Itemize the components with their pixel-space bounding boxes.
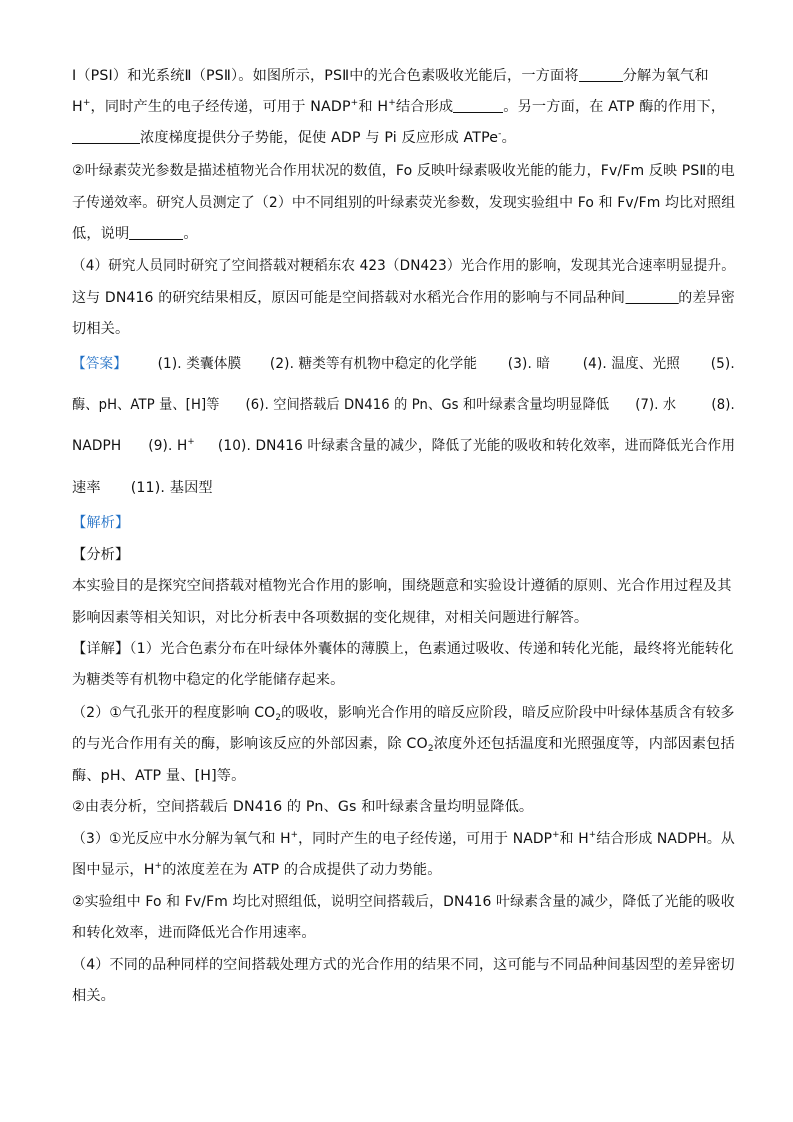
text-segment: 结合形成 NADPH。从 [596,831,735,847]
detail-line: （4）不同的品种同样的空间搭载处理方式的光合作用的结果不同，这可能与不同品种间基因型的差异密切 [72,957,735,973]
q4-line-2 [72,288,735,308]
answer-item: (6). 空间搭载后 DN416 的 Pn、Gs 和叶绿素含量均明显降低 [245,397,610,413]
answer-item: (2). 糖类等有机物中稳定的化学能 [269,356,478,372]
answer-line-1 [72,354,735,374]
answer-item: 酶、pH、ATP 量、[H]等 [72,397,220,413]
text-segment: ，同时产生的电子经传递，可用于 NADP [298,831,553,847]
q3-line-3 [72,128,516,148]
superscript: + [154,861,163,871]
analysis-label: 【解析】 [72,515,130,531]
text-segment: ，同时产生的电子经传递，可用于 NADP [90,99,351,115]
answer-item: (3). 暗 [507,356,551,372]
text-segment: （2）①气孔张开的程度影响 CO [72,705,276,721]
q3-line-1 [72,66,709,86]
detail-line: 酶、pH、ATP 量、[H]等。 [72,768,246,784]
detail-line [72,829,735,849]
blank-2 [453,98,503,113]
text-segment: 和 H [559,831,589,847]
q3-line-2 [72,97,725,117]
answer-label: 【答案】 [72,356,127,372]
detail-line: 和转化效率，进而降低光合作用速率。 [72,925,316,941]
text-segment: 的吸收，影响光合作用的暗反应阶段，暗反应阶段中叶绿体基质含有较多 [281,705,735,721]
text-segment: 这与 DN416 的研究结果相反，原因可能是空间搭载对水稻光合作用的影响与不同品种间 [72,290,626,306]
detail-line: ②由表分析，空间搭载后 DN416 的 Pn、Gs 和叶绿素含量均明显降低。 [72,799,534,815]
text-segment: 的浓度差在为 ATP 的合成提供了动力势能。 [162,862,442,878]
detail-line: ②实验组中 Fo 和 Fv/Fm 均比对照组低，说明空间搭载后，DN416 叶绿素含量的减少，降低了光能的吸收 [72,894,735,910]
answer-item: (8). [711,397,735,413]
answer-item: (11). 基因型 [130,480,213,496]
text-segment: 和 H [358,99,389,115]
answer-item: (10). DN416 叶绿素含量的减少，降低了光能的吸收和转化效率，进而降低光合作用 [217,438,736,454]
q3-line-6 [72,224,198,244]
text-segment: 分解为氧气和 [622,68,709,84]
answer-item: NADPH [72,438,122,454]
detail-line: 为糖类等有机物中稳定的化学能储存起来。 [72,672,345,688]
superscript: + [388,98,396,108]
fenxi-label: 【分析】 [72,547,130,563]
detail-line: 【详解】（1）光合色素分布在叶绿体外囊体的薄膜上，色素通过吸收、传递和转化光能，最终将光能转化 [72,641,734,657]
text-segment: 。 [183,226,198,242]
detail-line: 相关。 [72,988,116,1004]
blank-3 [72,129,140,144]
answer-item: (9). H [148,438,188,454]
superscript: + [187,437,195,447]
detail-line [72,734,735,754]
q3-line-5: 子传递效率。研究人员测定了（2）中不同组别的叶绿素荧光参数，发现实验组中 Fo 和 Fv/Fm 均比对照组 [72,195,736,211]
text-segment: H [72,99,83,115]
text-segment: 的差异密 [678,290,735,306]
answer-item: (4). 温度、光照 [582,356,681,372]
text-segment: 。另一方面，在 ATP 酶的作用下， [503,99,726,115]
text-segment: （3）①光反应中水分解为氧气和 H [72,831,291,847]
analysis-line: 影响因素等相关知识，对比分析表中各项数据的变化规律，对相关问题进行解答。 [72,610,589,626]
q3-line-4: ②叶绿素荧光参数是描述植物光合作用状况的数值，Fo 反映叶绿素吸收光能的能力，Fv/Fm 反映 PSⅡ的电 [72,163,735,179]
detail-line [72,860,442,880]
analysis-line: 本实验目的是探究空间搭载对植物光合作用的影响，围绕题意和实验设计遵循的原则、光合作用过程及其 [72,578,732,594]
blank-1 [579,67,623,82]
subscript: 2 [275,713,282,723]
blank-4 [129,225,183,240]
superscript: + [290,830,299,840]
q4-line-3: 切相关。 [72,321,130,337]
superscript: + [588,830,597,840]
superscript: + [82,98,91,108]
answer-item: (5). [710,356,735,372]
blank-5 [625,289,678,304]
superscript: - [498,129,502,139]
superscript: + [552,830,560,840]
subscript: 2 [427,744,434,754]
q4-line-1: （4）研究人员同时研究了空间搭载对粳稻东农 423（DN423）光合作用的影响，发现其光合速率明显提升。 [72,258,735,274]
text-segment: 低，说明 [72,226,130,242]
answer-item: (1). 类囊体膜 [157,356,242,372]
text-segment: 。 [501,130,516,146]
detail-line [72,703,735,723]
answer-line-3 [72,436,735,456]
text-segment: 的与光合作用有关的酶，影响该反应的外部因素，除 CO [72,736,428,752]
superscript: + [350,98,359,108]
text-segment: Ⅰ（PSⅠ）和光系统Ⅱ（PSⅡ）。如图所示，PSⅡ中的光合色素吸收光能后，一方面将 [72,68,579,84]
text-segment: 结合形成 [395,99,454,115]
answer-item: 速率 [72,480,101,496]
text-segment: 浓度梯度提供分子势能，促使 ADP 与 Pi 反应形成 ATPe [140,130,499,146]
answer-line-2 [72,395,735,415]
text-segment: 浓度外还包括温度和光照强度等，内部因素包括 [433,736,735,752]
answer-line-4 [72,478,213,498]
answer-item: (7). 水 [635,397,677,413]
text-segment: 图中显示，H [72,862,155,878]
